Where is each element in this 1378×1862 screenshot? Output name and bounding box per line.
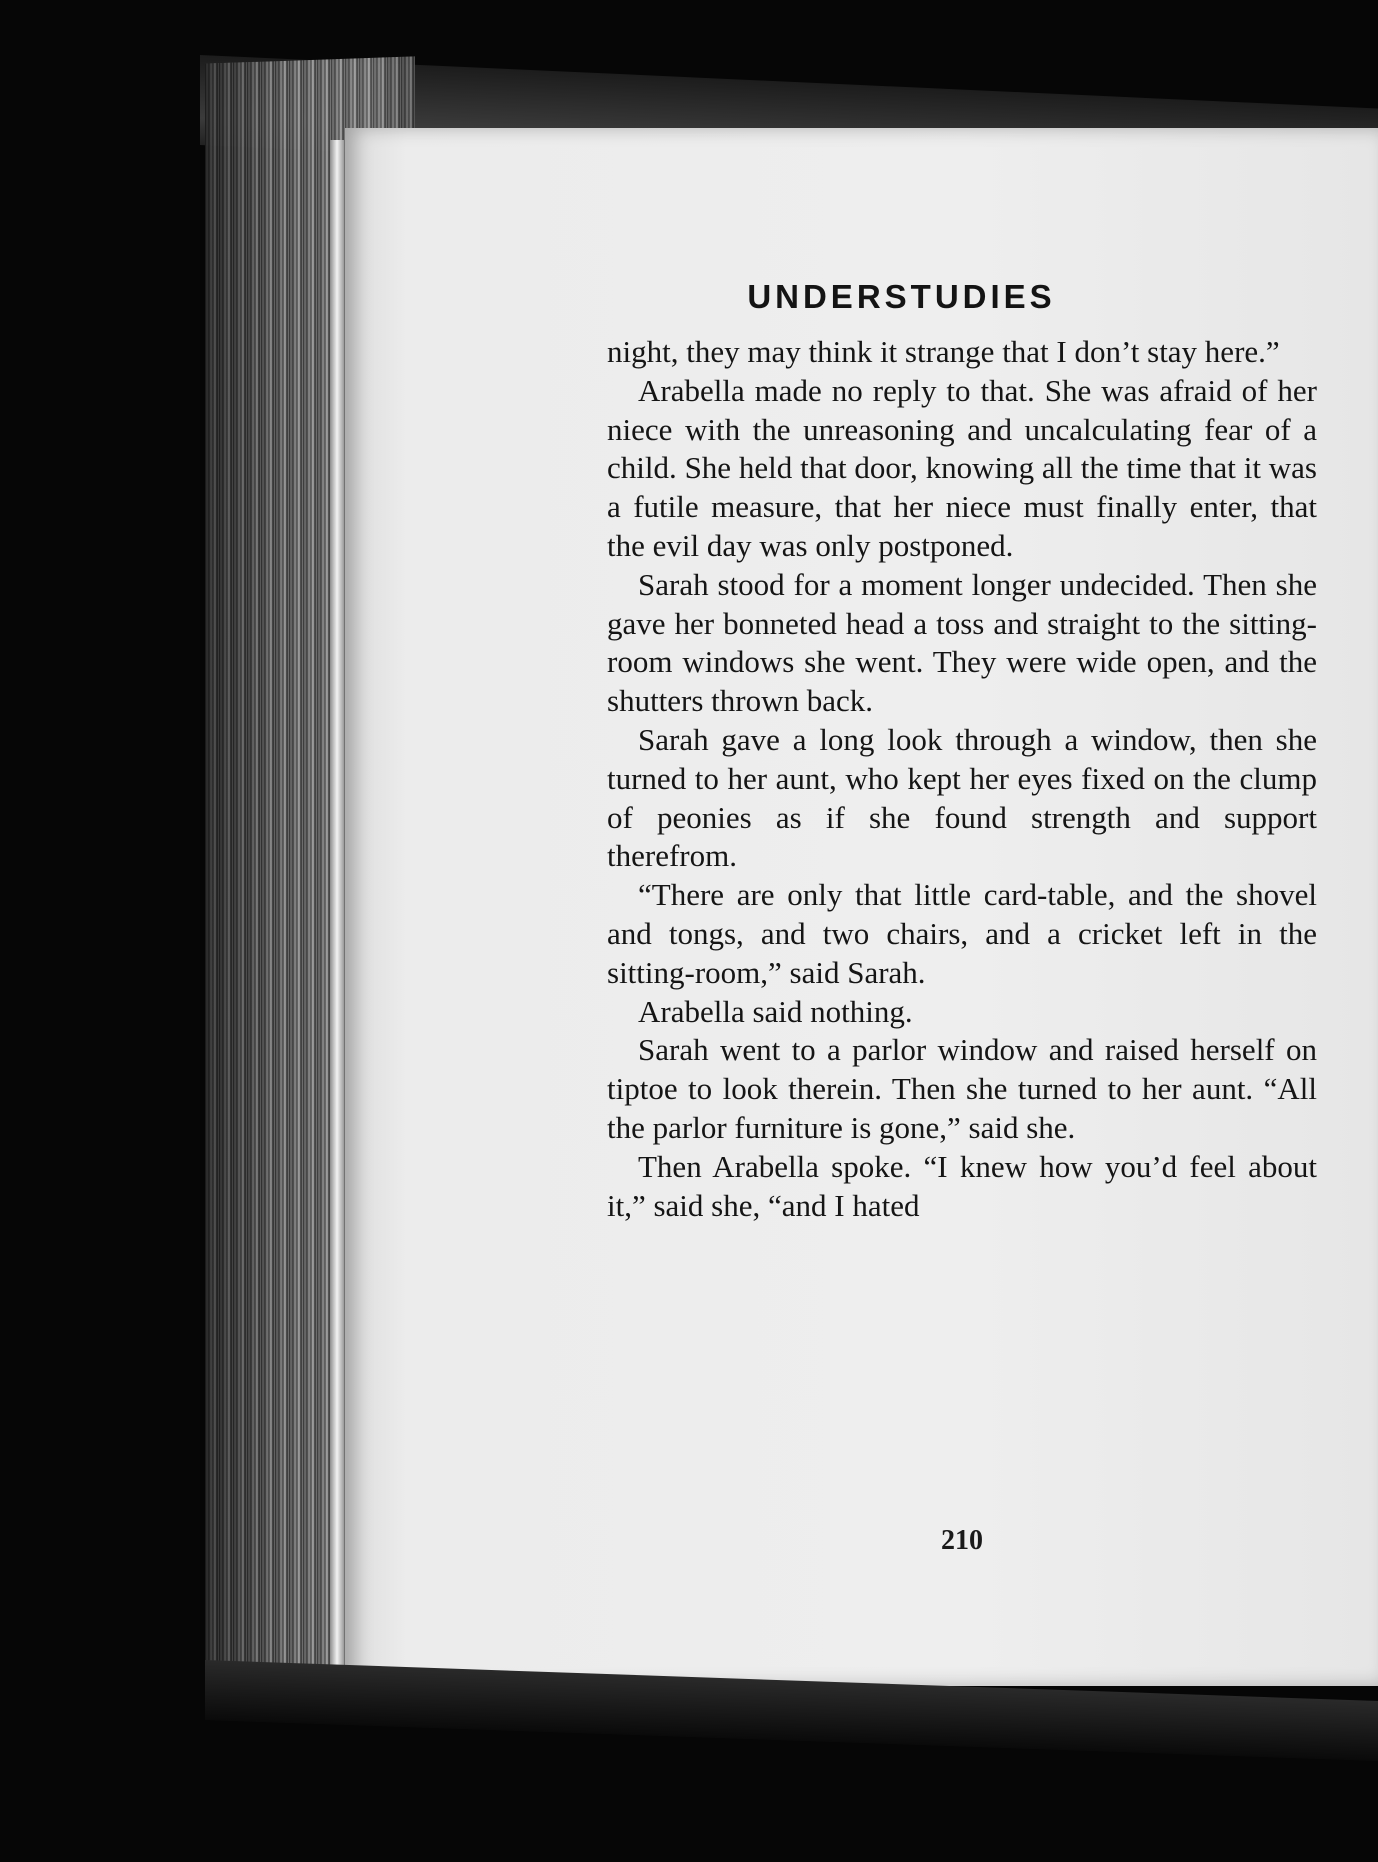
book-page (345, 128, 1378, 1686)
paragraph-6: Arabella said nothing. (638, 993, 913, 1029)
paragraph-8: Then Arabella spoke. “I knew how you’d feel about it,” said she, “and I hated (607, 1148, 1317, 1223)
page-content (345, 128, 1378, 1686)
body-text (607, 333, 1317, 1225)
paragraph-2: Arabella made no reply to that. She was afraid of her niece with the unreasoning and uncalculating fear of a child. She held that door, knowing all the time that it was a futile measure, that her niece must finally enter, that the evil day was only postponed. (607, 372, 1317, 563)
page-number: 210 (941, 1525, 983, 1556)
paragraph-4: Sarah gave a long look through a window, then she turned to her aunt, who kept her eyes fixed on the clump of peonies as if she found strength and support therefrom. (607, 721, 1317, 874)
running-head: UNDERSTUDIES (747, 278, 1056, 315)
paragraph-1: night, they may think it strange that I don’t stay here.” (607, 334, 1280, 369)
paragraph-5: “There are only that little card-table, and the shovel and tongs, and two chairs, and a cricket left in the sitting-room,” said Sarah. (607, 877, 1317, 990)
page-gutter-highlight (330, 140, 344, 1670)
paragraph-3: Sarah stood for a moment longer undecided. Then she gave her bonneted head a toss and straight to the sitting-room windows she went. They were wide open, and the shutters thrown back. (607, 566, 1317, 719)
paragraph-7: Sarah went to a parlor window and raised herself on tiptoe to look therein. Then she turned to her aunt. “All the parlor furniture is gone,” said she. (607, 1032, 1317, 1145)
